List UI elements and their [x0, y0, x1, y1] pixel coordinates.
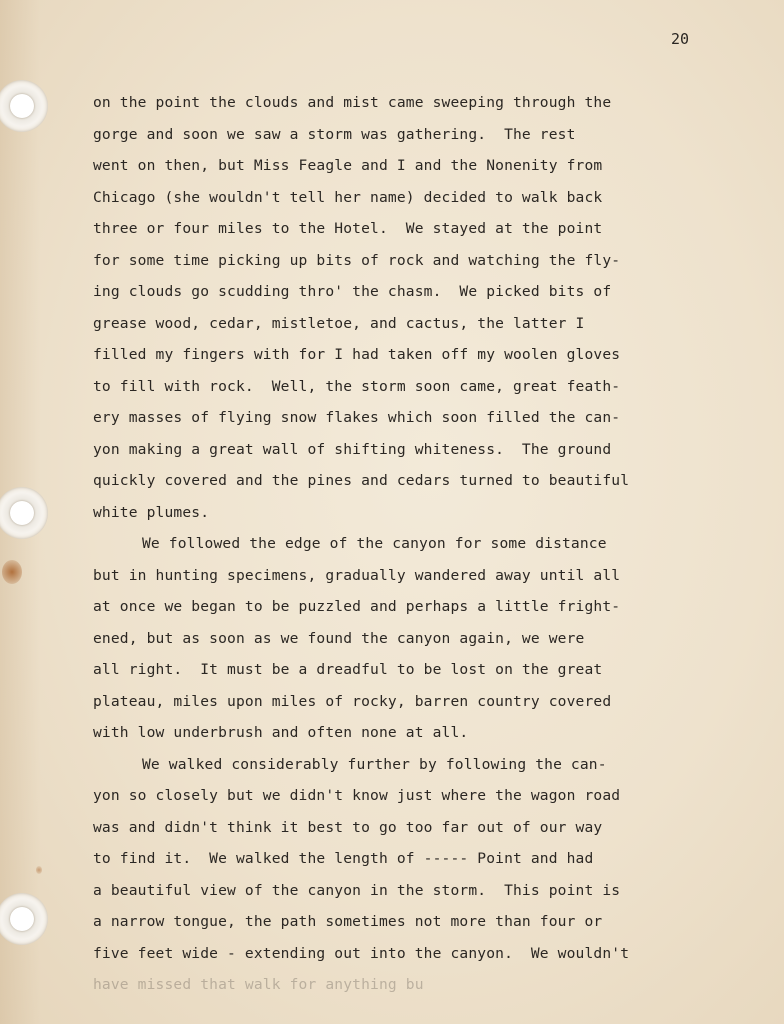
text-line: three or four miles to the Hotel. We stayed at the point: [93, 220, 603, 237]
text-line: yon so closely but we didn't know just where the wagon road: [93, 787, 621, 804]
text-line: ing clouds go scudding thro' the chasm. We picked bits of: [93, 283, 612, 300]
text-line: Chicago (she wouldn't tell her name) decided to walk back: [93, 188, 603, 206]
page-number: 20: [671, 30, 690, 48]
text-line: was and didn't think it best to go too far out of our way: [93, 818, 603, 836]
text-line: gorge and soon we saw a storm was gathering. The rest: [93, 125, 576, 143]
typed-text-body: [0, 89, 784, 991]
text-line: filled my fingers with for I had taken off my woolen gloves: [93, 346, 621, 363]
text-line: to fill with rock. Well, the storm soon came, great feath-: [93, 377, 621, 395]
text-line: yon making a great wall of shifting whiteness. The ground: [93, 440, 612, 458]
text-line: all right. It must be a dreadful to be lost on the great: [93, 661, 603, 678]
text-line: We followed the edge of the canyon for some distance: [142, 535, 607, 552]
text-line: We walked considerably further by following the can-: [142, 755, 607, 773]
text-line: ened, but as soon as we found the canyon again, we were: [93, 629, 585, 647]
text-line: quickly covered and the pines and cedars turned to beautiful: [93, 472, 630, 489]
text-line: with low underbrush and often none at all.: [93, 724, 469, 741]
text-line: grease wood, cedar, mistletoe, and cactus, the latter I: [93, 314, 585, 332]
text-line: white plumes.: [93, 503, 210, 521]
text-line: to find it. We walked the length of ----- Point and had: [93, 850, 594, 867]
text-line-carbon-trace: have missed that walk for anything bu: [93, 976, 424, 993]
text-line: a narrow tongue, the path sometimes not more than four or: [93, 913, 603, 930]
text-line: went on then, but Miss Feagle and I and the Nonenity from: [93, 157, 603, 174]
text-line: but in hunting specimens, gradually wandered away until all: [93, 566, 621, 584]
text-line: ery masses of flying snow flakes which soon filled the can-: [93, 409, 621, 426]
text-line: a beautiful view of the canyon in the storm. This point is: [93, 881, 621, 899]
text-line: plateau, miles upon miles of rocky, barren country covered: [93, 692, 612, 710]
text-line: for some time picking up bits of rock and watching the fly-: [93, 251, 621, 269]
text-line: five feet wide - extending out into the canyon. We wouldn't: [93, 944, 630, 962]
text-line: at once we began to be puzzled and perhaps a little fright-: [93, 598, 621, 615]
text-line: on the point the clouds and mist came sweeping through the: [93, 94, 612, 111]
